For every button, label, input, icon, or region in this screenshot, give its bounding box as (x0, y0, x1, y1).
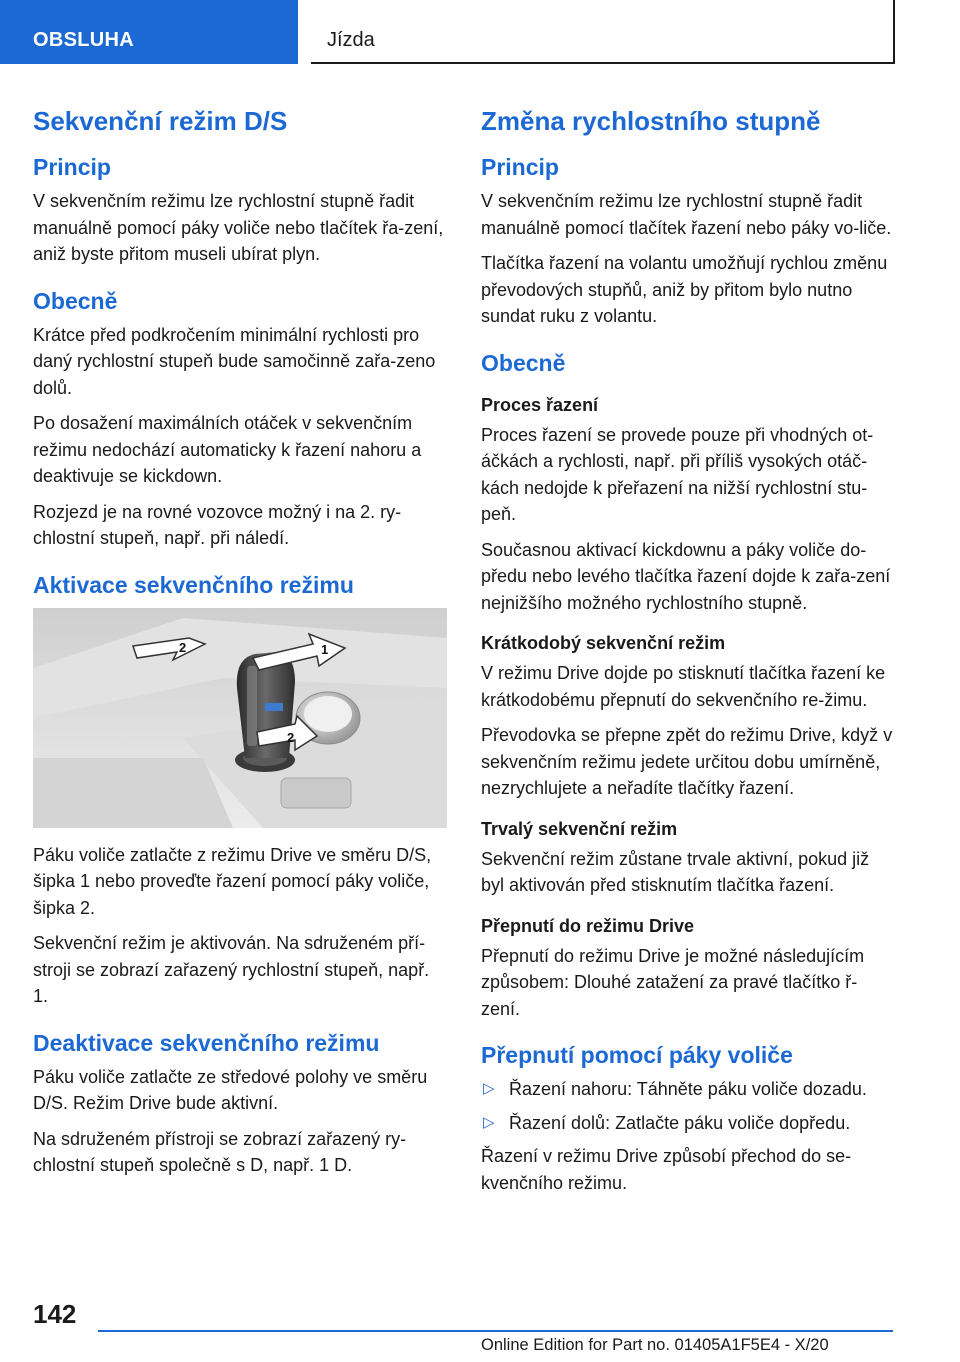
paragraph: Přepnutí do režimu Drive je možné následujícím způsobem: Dlouhé zatažení za pravé tlačítko ř-zení. (481, 945, 865, 1019)
subheading-short-term: Krátkodobý sekvenční režim (481, 633, 726, 653)
paragraph: Páku voliče zatlačte ze středové polohy ve směru D/S. Režim Drive bude aktivní. (33, 1066, 428, 1113)
section-tab (0, 0, 298, 64)
right-column (481, 104, 895, 1205)
paragraph: Převodovka se přepne zpět do režimu Drive, když v sekvenčním režimu jedete určitou dobu umírněně, nezrychlujete a neřadíte tlačítky řazení. (481, 725, 893, 798)
paragraph: Tlačítka řazení na volantu umožňují rychlou změnu převodových stupňů, aniž by přitom bylo nutno sundat ruku z volantu. (481, 253, 888, 326)
paragraph: V režimu Drive dojde po stisknutí tlačítka řazení ke krátkodobému přepnutí do sekvenčního re-žimu. (481, 663, 886, 710)
list-item (481, 1110, 895, 1137)
arrow-1-label: 1 (321, 641, 329, 657)
console-left-surface (33, 758, 233, 828)
subheading-switch-drive: Přepnutí do režimu Drive (481, 915, 695, 936)
paragraph: Sekvenční režim zůstane trvale aktivní, pokud již byl aktivován před stisknutím tlačítka řazení. (481, 848, 870, 895)
shift-list (481, 1076, 895, 1136)
paragraph: Rozjezd je na rovné vozovce možný i na 2. ry-chlostní stupeň, např. při náledí. (33, 501, 402, 548)
list-item-text: Řazení dolů: Zatlačte páku voliče dopředu. (509, 1112, 851, 1133)
triangle-bullet-icon: ▷ (483, 1080, 495, 1097)
paragraph: V sekvenčním režimu lze rychlostní stupně řadit manuálně pomocí tlačítek řazení nebo páky vo-liče. (481, 191, 892, 238)
list-item (481, 1076, 895, 1103)
gear-selector-figure (33, 608, 447, 828)
paragraph: Krátce před podkročením minimální rychlosti pro daný rychlostní stupeň bude samočinně zařa-zeno dolů. (33, 324, 436, 398)
paragraph: Po dosažení maximálních otáček v sekvenčním režimu nedochází automaticky k řazení nahoru a deaktivuje se kickdown. (33, 413, 422, 486)
heading-obecne: Obecně (481, 349, 566, 376)
title-sequential-mode: Sekvenční režim D/S (33, 106, 288, 136)
paragraph: Sekvenční režim je aktivován. Na sdruženém pří-stroji se zobrazí zařazený rychlostní stupeň, např. 1. (33, 933, 430, 1006)
left-column (33, 104, 447, 1188)
paragraph: Na sdruženém přístroji se zobrazí zařazený ry-chlostní stupeň společně s D, např. 1 D. (33, 1128, 407, 1175)
idrive-knob-top (304, 696, 352, 732)
heading-princip: Princip (33, 154, 111, 180)
lever-highlight (247, 666, 257, 746)
section-label: OBSLUHA (33, 29, 134, 51)
console-button (281, 778, 351, 808)
m-badge (265, 703, 283, 711)
chapter-label: Jízda (327, 29, 375, 51)
heading-obecne: Obecně (33, 287, 118, 314)
paragraph: Páku voliče zatlačte z režimu Drive ve směru D/S, šipka 1 nebo proveďte řazení pomocí páky voliče, šipka 2. (33, 844, 432, 918)
paragraph: V sekvenčním režimu lze rychlostní stupně řadit manuálně pomocí páky voliče nebo tlačítek řa-zení, aniž byste přitom museli ubírat plyn. (33, 191, 444, 264)
arrow-2-top-label: 2 (179, 639, 187, 655)
triangle-bullet-icon: ▷ (483, 1113, 495, 1131)
gear-selector-illustration (33, 608, 447, 828)
list-item-text: Řazení nahoru: Táhněte páku voliče dozadu. (509, 1079, 867, 1099)
title-gear-change: Změna rychlostního stupně (481, 106, 821, 136)
arrow-2-bottom-label: 2 (287, 729, 295, 745)
heading-princip: Princip (481, 154, 559, 180)
page-number: 142 (33, 1299, 77, 1329)
subheading-permanent: Trvalý sekvenční režim (481, 818, 678, 839)
paragraph: Současnou aktivací kickdownu a páky voliče do-předu nebo levého tlačítka řazení dojde k zařa-zení nejnižšího možného rychlostního stupně. (481, 539, 891, 613)
paragraph: Proces řazení se provede pouze při vhodných ot-áčkách a rychlosti, např. při příliš vysokých otáč-kách nedojde k přeřazení na nižší rychlostní stu-peň. (481, 424, 874, 524)
subheading-shift-process: Proces řazení (481, 394, 599, 415)
heading-deactivation: Deaktivace sekvenčního režimu (33, 1029, 380, 1056)
edition-footer: Online Edition for Part no. 01405A1F5E4 - X/20 (481, 1336, 829, 1354)
heading-switch-via-lever: Přepnutí pomocí páky voliče (481, 1042, 793, 1068)
chapter-header (311, 0, 895, 64)
footer-rule (98, 1330, 893, 1332)
heading-activation: Aktivace sekvenčního režimu (33, 571, 354, 598)
paragraph: Řazení v režimu Drive způsobí přechod do se-kvenčního režimu. (481, 1146, 852, 1193)
